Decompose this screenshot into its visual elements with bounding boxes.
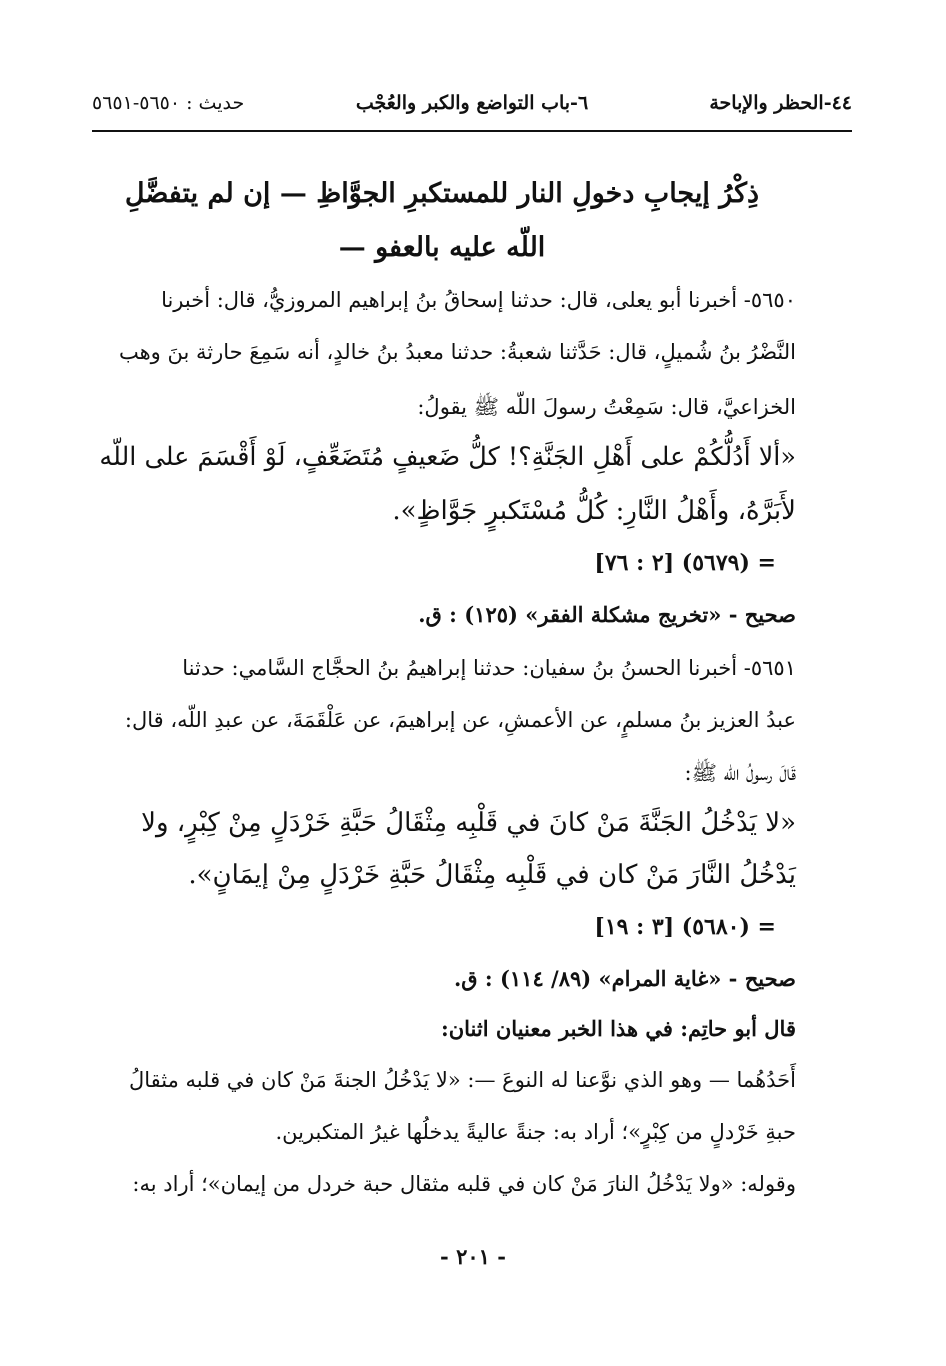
hadith-5651-isnad-1: ٥٦٥١- أخبرنا الحسنُ بنُ سفيان: حدثنا إبراهيمُ بنُ الحجَّاج السَّامي: حدثنا — [182, 656, 796, 680]
hadith-5651-matn-2: يَدْخُلُ النَّارَ مَنْ كان في قَلْبِه مِثْقَالُ حَبَّةِ خَرْدَلٍ مِنْ إيمَانٍ». — [188, 860, 796, 890]
hadith-5651-matn-1: «لا يَدْخُلُ الجَنَّةَ مَنْ كانَ في قَلْبِه مِثْقَالُ حَبَّةِ خَرْدَلٍ مِنْ كِبْرٍ، ولا — [141, 808, 796, 838]
commentary-heading: قال أبو حاتِم: في هذا الخبر معنيان اثنان: — [440, 1016, 796, 1041]
hadith-5650-isnad-1: ٥٦٥٠- أخبرنا أبو يعلى، قال: حدثنا إسحاقُ بنُ إبراهيم المروزيُّ، قال: أخبرنا — [161, 288, 796, 312]
hadith-5650-isnad-2: النَّضْرُ بنُ شُميلٍ، قال: حَدَّثنا شعبةُ: حدثنا معبدُ بنُ خالدٍ، أنه سَمِعَ حارثة بنَ وهب — [118, 340, 796, 364]
hadith-5651-isnad-3: قَالَ رسولُ اللّه ﷺ: — [684, 761, 796, 785]
chapter-heading-line-2: اللّه عليه بالعفو — — [338, 232, 546, 263]
hadith-5651-grading: صحيح - «غاية المرام» (٨٩/ ١١٤) : ق. — [453, 966, 796, 991]
hadith-5650-matn-2: لأَبَرَّهُ، وأَهْلُ النَّارِ: كُلُّ مُسْتَكبرٍ جَوَّاظٍ». — [392, 496, 796, 526]
section-title: ٦-باب التواضع والكبر والعُجْب — [355, 92, 589, 114]
chapter-title: ٤٤-الحظر والإباحة — [709, 92, 852, 114]
hadith-5651-reference: = (٥٦٨٠) [٣ : ١٩] — [594, 914, 776, 940]
commentary-line-2: حبةِ خَرْدلٍ من كِبْرٍ»؛ أراد به: جنةً عاليةً يدخلُها غيرُ المتكبرين. — [275, 1120, 796, 1144]
hadith-5650-isnad-3: الخزاعيَّ، قال: سَمِعْتُ رسولَ اللّه ﷺ يقولُ: — [417, 395, 796, 419]
hadith-5650-grading: صحيح - «تخريج مشكلة الفقر» (١٢٥) : ق. — [418, 602, 796, 627]
hadith-5650-reference: = (٥٦٧٩) [٢ : ٧٦] — [594, 550, 776, 576]
commentary-line-1: أَحَدُهُما — وهو الذي نوَّعنا له النوعَ —: «لا يَدْخُلُ الجنةَ مَنْ كان في قلبه مثقالُ — [129, 1068, 796, 1092]
chapter-heading-line-1: ذِكْرُ إيجابِ دخولِ النار للمستكبرِ الجوَّاظِ — إن لم يتفضَّلِ — [124, 178, 760, 209]
page-number: - ٢٠١ - — [440, 1244, 506, 1269]
hadith-5651-isnad-2: عبدُ العزيز بنُ مسلمٍ، عن الأعمشِ، عن إبراهيمَ، عن عَلْقَمَةَ، عن عبدِ اللّه، قال: — [124, 708, 796, 732]
commentary-line-3: وقوله: «ولا يَدْخُلُ النارَ مَنْ كان في قلبه مثقال حبة خردل من إيمان»؛ أراد به: — [132, 1172, 796, 1196]
running-header — [92, 92, 852, 128]
header-rule — [92, 130, 852, 132]
hadith-range: حديث : ٥٦٥٠-٥٦٥١ — [92, 92, 245, 114]
hadith-5650-matn-1: «ألا أَدُلُّكُمْ على أَهْلِ الجَنَّةِ؟! كلُّ ضَعيفٍ مُتَضَعِّفٍ، لَوْ أَقْسَمَ على اللّه — [99, 442, 796, 472]
